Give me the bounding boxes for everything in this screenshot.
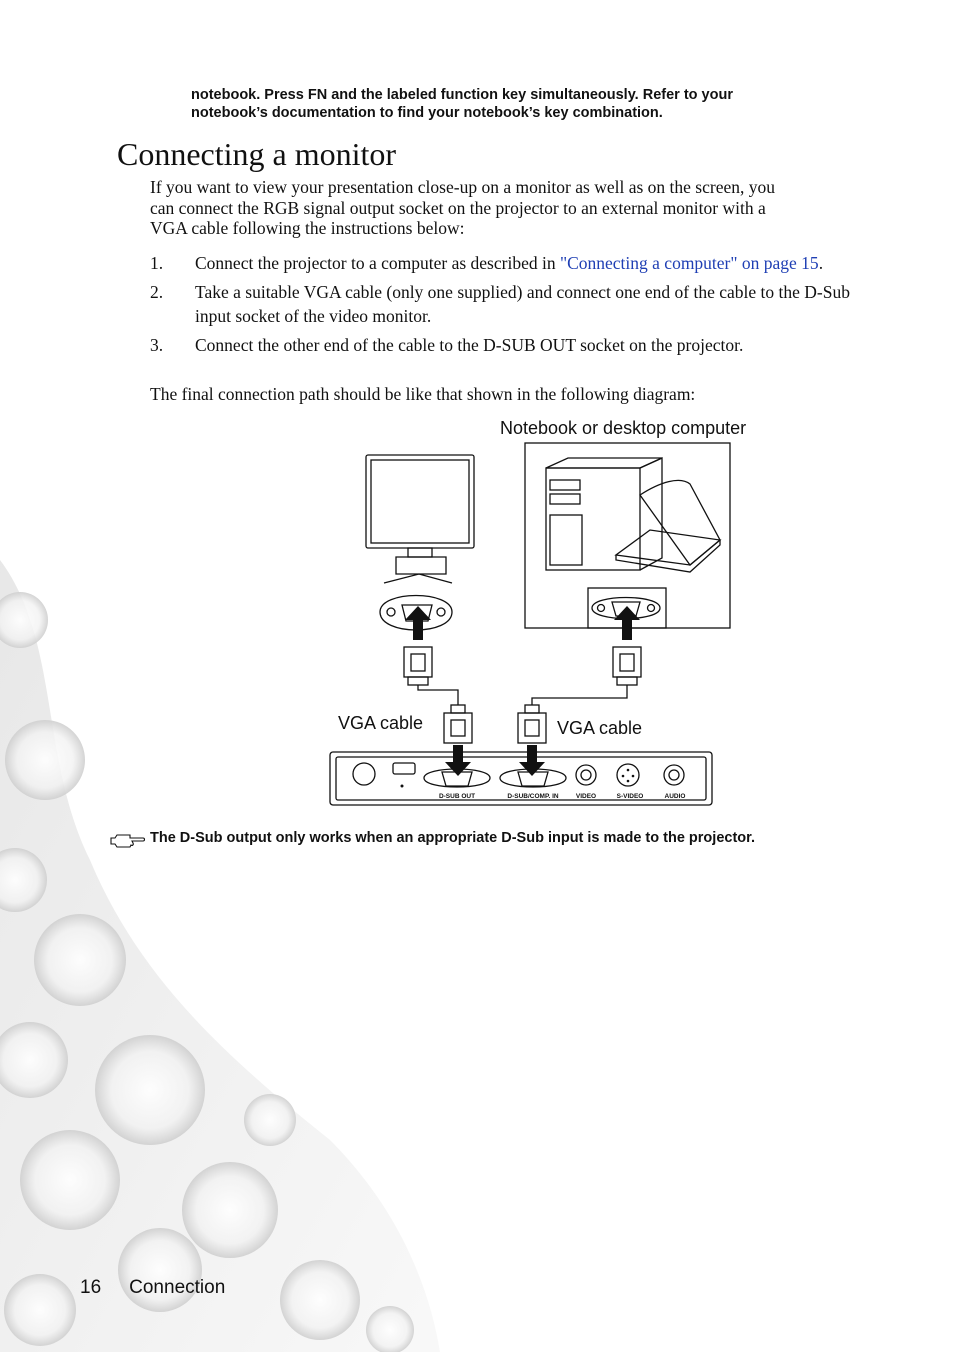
port-label-audio: AUDIO — [664, 793, 686, 800]
pointing-hand-icon — [110, 832, 146, 850]
page-number: 16 — [80, 1277, 102, 1298]
vga-cable-right — [532, 685, 627, 705]
note-line-2: notebook’s documentation to find your notebook’s key combination. — [191, 105, 663, 121]
intro-line-2: can connect the RGB signal output socket on the projector to an external monitor with a — [150, 197, 766, 218]
desktop-tower-icon — [546, 458, 662, 570]
step-number: 2. — [150, 282, 164, 302]
arrow-up-right-icon — [614, 606, 640, 640]
vga-cable-label-left: VGA cable — [338, 713, 424, 733]
vga-connector-left-bottom — [444, 705, 472, 743]
vga-cable-left — [418, 685, 458, 705]
audio-port-icon — [664, 765, 684, 785]
monitor-icon — [366, 455, 474, 583]
step-2 — [150, 280, 860, 328]
step-text-end: . — [818, 253, 824, 273]
connecting-computer-link[interactable]: "Connecting a computer" on page 15 — [559, 253, 819, 273]
intro-paragraph — [150, 177, 850, 239]
section-name: Connection — [129, 1277, 226, 1298]
computer-frame — [525, 443, 730, 628]
power-port-icon — [353, 763, 375, 785]
step-number: 1. — [150, 253, 164, 273]
port-label-svideo: S-VIDEO — [616, 793, 644, 800]
steps-list — [150, 251, 860, 362]
step-3 — [150, 333, 860, 357]
step-text: Take a suitable VGA cable (only one supplied) and connect one end of the cable to the D-Sub input socket of the video monitor. — [195, 282, 850, 326]
step-1 — [150, 251, 860, 275]
vga-connector-left-top — [404, 647, 432, 685]
connection-diagram — [320, 440, 720, 810]
step-number: 3. — [150, 335, 164, 355]
svideo-port-icon — [617, 764, 639, 786]
computer-label: Notebook or desktop computer — [500, 418, 747, 438]
intro-line-3: VGA cable following the instructions below: — [150, 218, 465, 238]
vga-cable-label-right: VGA cable — [557, 718, 643, 738]
step-text: Connect the other end of the cable to the D-SUB OUT socket on the projector. — [195, 335, 744, 355]
usb-port-icon — [393, 763, 415, 774]
port-label-video: VIDEO — [575, 793, 597, 800]
page-footer — [80, 1277, 225, 1299]
step-text: Connect the projector to a computer as described in — [195, 253, 560, 273]
tip-text: The D-Sub output only works when an appropriate D-Sub input is made to the projector. — [150, 830, 755, 846]
vga-connector-right-bottom — [518, 705, 546, 743]
port-label-dsub-out: D-SUB OUT — [438, 793, 476, 800]
diagram-intro: The final connection path should be like that shown in the following diagram: — [150, 384, 696, 404]
vga-connector-right-top — [613, 647, 641, 685]
video-port-icon — [576, 765, 596, 785]
arrow-up-left-icon — [405, 606, 431, 640]
port-label-dsub-comp-in: D-SUB/COMP. IN — [507, 793, 559, 800]
notebook-icon — [616, 480, 720, 572]
note-line-1: notebook. Press FN and the labeled function key simultaneously. Refer to your — [191, 87, 733, 103]
note-top — [191, 86, 831, 122]
intro-line-1: If you want to view your presentation close-up on a monitor as well as on the screen, you — [150, 177, 775, 197]
page-heading: Connecting a monitor — [117, 136, 397, 172]
